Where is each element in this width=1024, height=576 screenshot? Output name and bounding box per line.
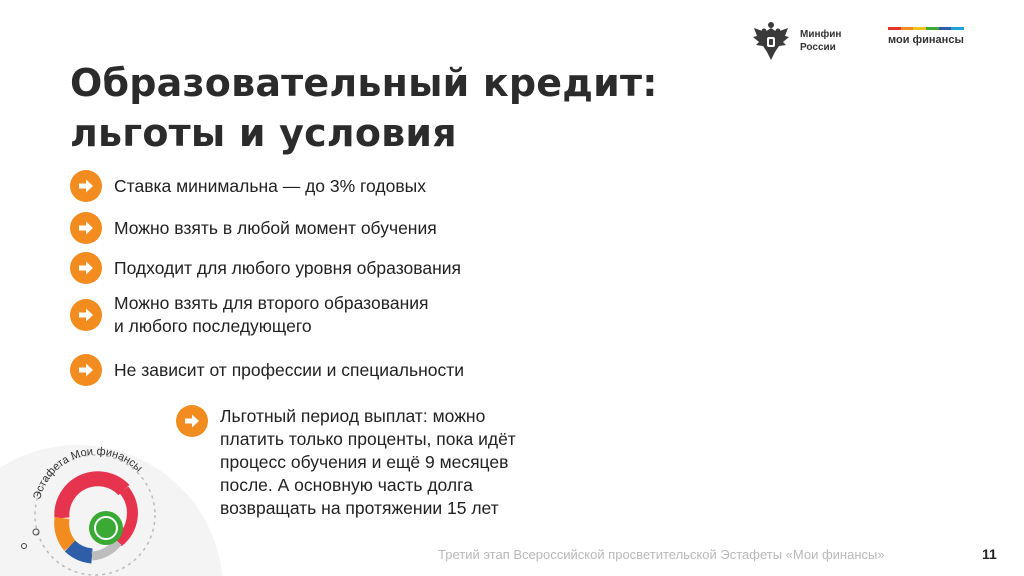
bullet-line: после. А основную часть долга: [220, 475, 473, 495]
header-logos: [750, 18, 1000, 64]
bullet-text: [114, 175, 426, 198]
bullet-text: [114, 217, 437, 240]
bullet-line: возвращать на протяжении 15 лет: [220, 498, 499, 518]
bullet-line: Подходит для любого уровня образования: [114, 257, 462, 278]
page-number: 11: [982, 546, 997, 562]
bullet-line: Можно взять для второго образования: [114, 293, 429, 313]
logo-color-bar: [888, 27, 964, 30]
bullet-text: [220, 405, 516, 520]
arrow-right-icon: [70, 212, 102, 244]
bullet-item: [70, 170, 426, 202]
bullet-line: Ставка минимальна — до 3% годовых: [114, 175, 426, 196]
arrow-right-icon: [70, 170, 102, 202]
title-line-1: Образовательный кредит:: [70, 61, 658, 105]
moi-finansy-text: мои финансы: [888, 34, 964, 46]
arrow-right-icon: [70, 354, 102, 386]
page-title: [70, 58, 658, 158]
bullet-line: платить только проценты, пока идёт: [220, 429, 516, 449]
bullet-text: [114, 359, 464, 382]
arrow-right-icon: [70, 252, 102, 284]
minfin-line-1: Минфин: [800, 29, 842, 40]
logo-color-segment: [888, 27, 901, 30]
bullet-item: [70, 354, 464, 386]
bullet-line: Льготный период выплат: можно: [220, 406, 486, 426]
logo-color-segment: [926, 27, 939, 30]
bullet-text: [114, 292, 429, 338]
bullet-line: Не зависит от профессии и специальности: [114, 359, 465, 380]
ring-segment-orange: [62, 518, 70, 546]
title-line-2: льготы и условия: [70, 111, 457, 155]
minfin-line-2: России: [800, 42, 836, 53]
logo-color-segment: [901, 27, 914, 30]
relay-emblem-decoration: [0, 410, 230, 576]
bullet-item: [70, 252, 461, 284]
footer-text: Третий этап Всероссийской просветительской Эстафеты «Мои финансы»: [438, 547, 885, 562]
logo-color-segment: [939, 27, 952, 30]
eagle-emblem-icon: [750, 20, 792, 62]
logo-color-segment: [951, 27, 964, 30]
ring-text: Эстафета Мои финансы: [31, 445, 145, 501]
bullet-line: Можно взять в любой момент обучения: [114, 217, 437, 238]
background-circle: [0, 445, 223, 576]
arrow-right-icon: [70, 299, 102, 331]
bullet-line: процесс обучения и ещё 9 месяцев: [220, 452, 509, 472]
logo-color-segment: [913, 27, 926, 30]
bullet-item: [70, 292, 429, 338]
minfin-logo-text: [800, 28, 841, 54]
bullet-text: [114, 257, 461, 280]
moi-finansy-logo: [888, 27, 966, 46]
bullet-line: и любого последующего: [114, 316, 312, 336]
bullet-item: [70, 212, 437, 244]
